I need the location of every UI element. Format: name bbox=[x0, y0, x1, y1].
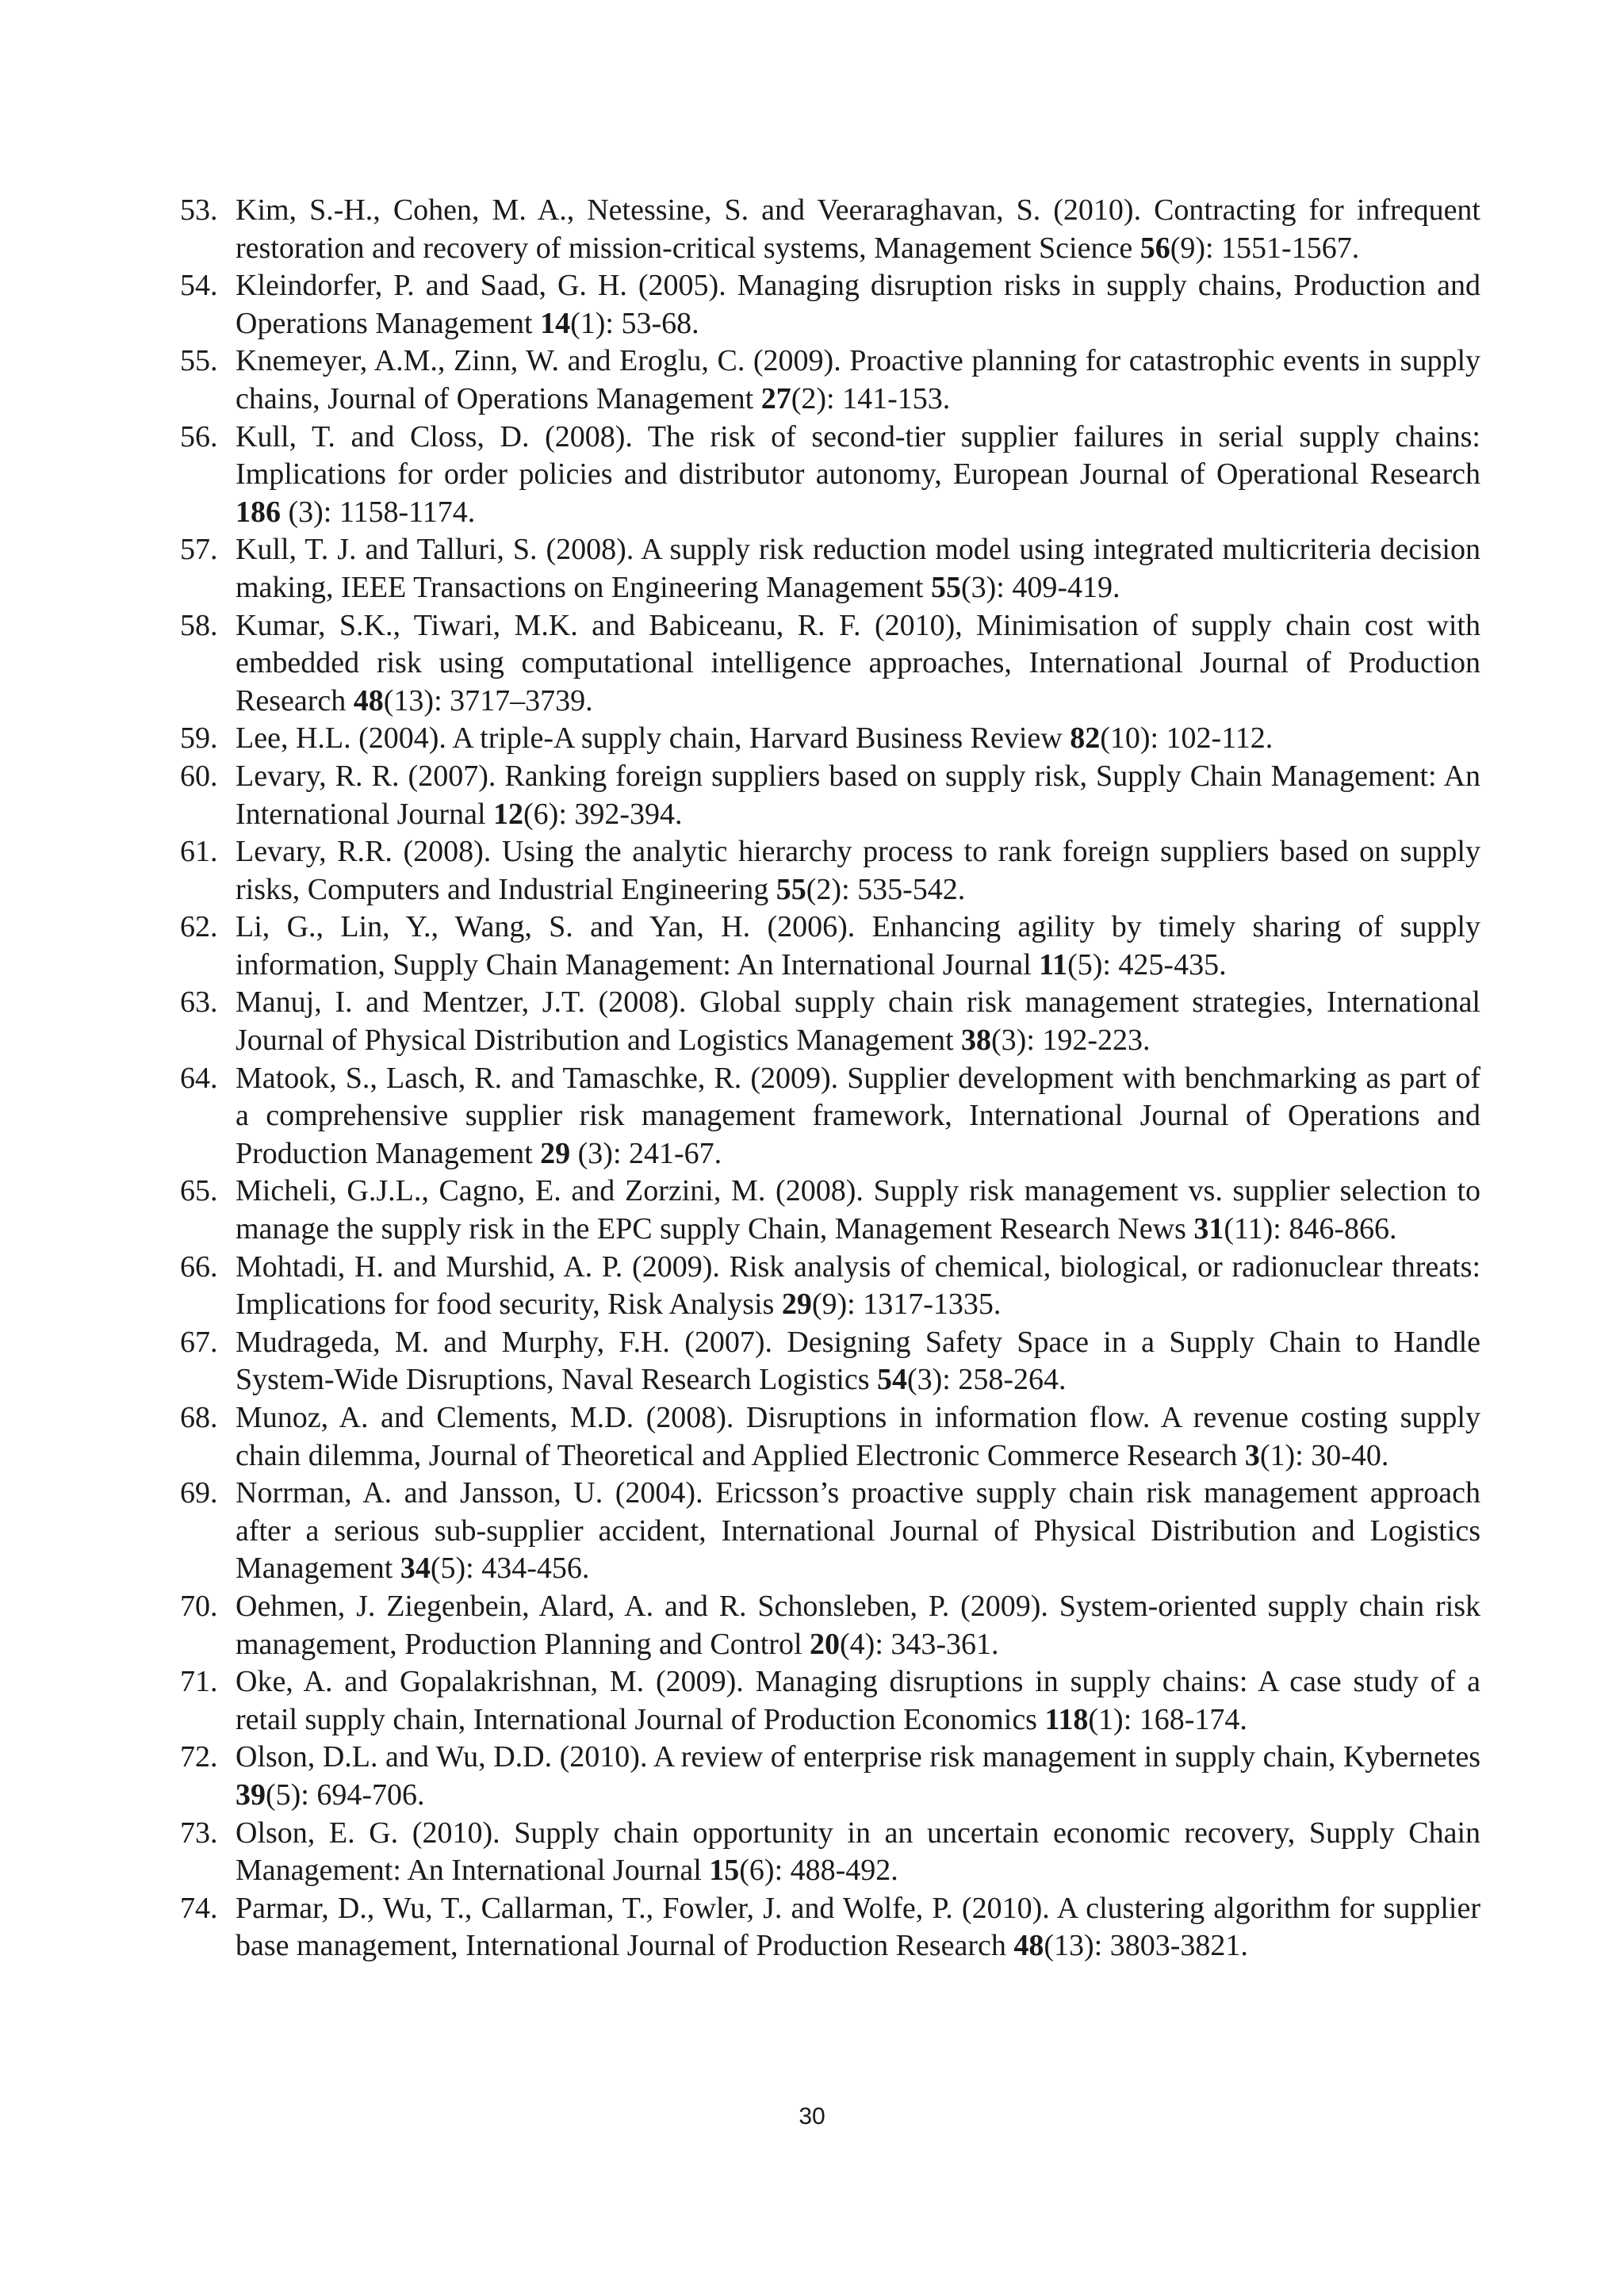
reference-pages: (3): 241-67. bbox=[570, 1136, 722, 1170]
reference-number: 63. bbox=[180, 985, 218, 1020]
reference-item bbox=[180, 607, 1480, 721]
reference-volume: 48 bbox=[1013, 1929, 1044, 1963]
reference-volume: 12 bbox=[493, 797, 524, 831]
reference-text bbox=[236, 1326, 1480, 1397]
reference-text bbox=[236, 609, 1480, 718]
reference-item bbox=[180, 419, 1480, 532]
reference-number: 54. bbox=[180, 269, 218, 303]
reference-number: 65. bbox=[180, 1174, 218, 1208]
reference-citation: Levary, R. R. (2007). Ranking foreign suppliers based on supply risk, Supply Chain Management: An International Journal bbox=[236, 759, 1480, 831]
reference-text bbox=[236, 1174, 1480, 1246]
reference-citation: Norrman, A. and Jansson, U. (2004). Ericsson’s proactive supply chain risk management approach after a serious sub-supplier accident, International Journal of Physical Distribution and Logistics Management bbox=[236, 1476, 1480, 1586]
reference-item bbox=[180, 1249, 1480, 1324]
reference-volume: 15 bbox=[709, 1854, 740, 1888]
reference-volume: 48 bbox=[353, 683, 384, 718]
reference-volume: 29 bbox=[540, 1136, 571, 1170]
reference-text bbox=[236, 835, 1480, 906]
reference-number: 68. bbox=[180, 1401, 218, 1434]
reference-volume: 82 bbox=[1070, 721, 1101, 756]
reference-number: 53. bbox=[180, 193, 218, 227]
reference-pages: (13): 3803-3821. bbox=[1044, 1929, 1248, 1963]
reference-number: 71. bbox=[180, 1665, 218, 1699]
reference-volume: 54 bbox=[876, 1363, 907, 1397]
reference-number: 61. bbox=[180, 835, 218, 869]
reference-text bbox=[236, 344, 1480, 415]
reference-pages: (4): 343-361. bbox=[840, 1627, 999, 1661]
reference-text bbox=[236, 985, 1480, 1057]
reference-pages: (2): 535-542. bbox=[806, 872, 966, 906]
reference-number: 62. bbox=[180, 910, 218, 944]
reference-number: 70. bbox=[180, 1589, 218, 1623]
reference-volume: 31 bbox=[1193, 1212, 1224, 1246]
reference-pages: (5): 425-435. bbox=[1067, 947, 1227, 982]
reference-list bbox=[180, 192, 1480, 1965]
reference-item bbox=[180, 909, 1480, 984]
reference-citation: Knemeyer, A.M., Zinn, W. and Eroglu, C. (2009). Proactive planning for catastrophic events in supply chains, Journal of Operations Management bbox=[236, 344, 1480, 415]
reference-citation: Kumar, S.K., Tiwari, M.K. and Babiceanu, R. F. (2010), Minimisation of supply chain cost with embedded risk using computational intelligence approaches, International Journal of Production Research bbox=[236, 608, 1480, 718]
reference-item bbox=[180, 758, 1480, 833]
reference-text bbox=[236, 1892, 1480, 1963]
reference-item bbox=[180, 192, 1480, 267]
reference-citation: Oehmen, J. Ziegenbein, Alard, A. and R. Schonsleben, P. (2009). System-oriented supply chain risk management, Production Planning and Control bbox=[236, 1589, 1480, 1661]
reference-text bbox=[236, 269, 1480, 340]
reference-item bbox=[180, 1815, 1480, 1890]
reference-pages: (13): 3717–3739. bbox=[383, 683, 593, 718]
reference-text bbox=[236, 721, 1273, 755]
reference-pages: (5): 694-706. bbox=[266, 1777, 425, 1812]
reference-volume: 56 bbox=[1139, 231, 1170, 265]
reference-citation: Mudrageda, M. and Murphy, F.H. (2007). Designing Safety Space in a Supply Chain to Handle System-Wide Disruptions, Naval Research Logistics bbox=[236, 1325, 1480, 1397]
reference-text bbox=[236, 1250, 1480, 1322]
reference-pages: (6): 488-492. bbox=[739, 1854, 898, 1888]
reference-pages: (9): 1551-1567. bbox=[1170, 231, 1360, 265]
reference-text bbox=[236, 193, 1480, 265]
reference-pages: (3): 1158-1174. bbox=[281, 495, 476, 529]
reference-item bbox=[180, 1399, 1480, 1475]
reference-text bbox=[236, 1401, 1480, 1472]
reference-item bbox=[180, 984, 1480, 1059]
reference-volume: 3 bbox=[1244, 1438, 1260, 1472]
reference-citation: Olson, E. G. (2010). Supply chain opportunity in an uncertain economic recovery, Supply Chain Management: An International Journal bbox=[236, 1816, 1480, 1888]
reference-item bbox=[180, 1060, 1480, 1173]
reference-volume: 186 bbox=[236, 495, 281, 529]
reference-pages: (2): 141-153. bbox=[791, 381, 951, 415]
reference-number: 74. bbox=[180, 1891, 218, 1925]
reference-pages: (1): 53-68. bbox=[570, 306, 699, 340]
reference-citation: Lee, H.L. (2004). A triple-A supply chain, Harvard Business Review bbox=[236, 721, 1071, 756]
reference-text bbox=[236, 1590, 1480, 1661]
reference-citation: Kull, T. J. and Talluri, S. (2008). A supply risk reduction model using integrated multicriteria decision making, IEEE Transactions on Engineering Management bbox=[236, 533, 1480, 604]
reference-volume: 34 bbox=[400, 1552, 431, 1586]
reference-item bbox=[180, 720, 1480, 758]
reference-item bbox=[180, 1588, 1480, 1663]
reference-text bbox=[236, 1740, 1480, 1812]
reference-pages: (6): 392-394. bbox=[523, 797, 683, 831]
reference-item bbox=[180, 833, 1480, 909]
reference-volume: 55 bbox=[776, 872, 806, 906]
reference-pages: (3): 258-264. bbox=[906, 1363, 1067, 1397]
page-number: 30 bbox=[799, 2103, 825, 2130]
reference-number: 58. bbox=[180, 608, 218, 642]
reference-number: 60. bbox=[180, 759, 218, 793]
reference-pages: (11): 846-866. bbox=[1224, 1212, 1397, 1246]
reference-number: 64. bbox=[180, 1061, 218, 1095]
reference-volume: 118 bbox=[1044, 1702, 1089, 1736]
reference-volume: 14 bbox=[540, 306, 571, 340]
reference-item bbox=[180, 1324, 1480, 1399]
reference-text bbox=[236, 1062, 1480, 1170]
reference-text bbox=[236, 1665, 1480, 1736]
reference-text bbox=[236, 420, 1480, 529]
reference-citation: Oke, A. and Gopalakrishnan, M. (2009). Managing disruptions in supply chains: A case study of a retail supply chain, International Journal of Production Economics bbox=[236, 1665, 1480, 1736]
reference-item bbox=[180, 1663, 1480, 1739]
reference-pages: (5): 434-456. bbox=[430, 1552, 590, 1586]
reference-item bbox=[180, 1173, 1480, 1248]
reference-citation: Mohtadi, H. and Murshid, A. P. (2009). Risk analysis of chemical, biological, or radionuclear threats: Implications for food security, Risk Analysis bbox=[236, 1249, 1480, 1322]
reference-citation: Levary, R.R. (2008). Using the analytic hierarchy process to rank foreign suppliers based on supply risks, Computers and Industrial Engineering bbox=[236, 835, 1480, 906]
reference-citation: Munoz, A. and Clements, M.D. (2008). Disruptions in information flow. A revenue costing supply chain dilemma, Journal of Theoretical and Applied Electronic Commerce Research bbox=[236, 1401, 1480, 1472]
reference-pages: (3): 409-419. bbox=[961, 570, 1120, 604]
reference-volume: 39 bbox=[236, 1777, 266, 1812]
reference-pages: (1): 168-174. bbox=[1088, 1702, 1247, 1736]
reference-number: 73. bbox=[180, 1816, 218, 1850]
reference-citation: Matook, S., Lasch, R. and Tamaschke, R. (2009). Supplier development with benchmarking as part of a comprehensive supplier risk management framework, International Journal of Operations and Production Management bbox=[236, 1061, 1480, 1170]
reference-number: 56. bbox=[180, 419, 218, 453]
reference-text bbox=[236, 760, 1480, 831]
reference-volume: 55 bbox=[931, 570, 961, 604]
reference-item bbox=[180, 267, 1480, 342]
reference-citation: Kull, T. and Closs, D. (2008). The risk of second-tier supplier failures in serial supply chains: Implications for order policies and distributor autonomy, European Journal of Operational Research bbox=[236, 419, 1480, 492]
reference-volume: 27 bbox=[760, 381, 791, 415]
reference-number: 57. bbox=[180, 533, 218, 567]
reference-pages: (10): 102-112. bbox=[1100, 721, 1274, 756]
reference-citation: Parmar, D., Wu, T., Callarman, T., Fowler, J. and Wolfe, P. (2010). A clustering algorithm for supplier base management, International Journal of Production Research bbox=[236, 1891, 1480, 1963]
reference-citation: Kleindorfer, P. and Saad, G. H. (2005). Managing disruption risks in supply chains, Production and Operations Management bbox=[236, 269, 1480, 340]
reference-text bbox=[236, 533, 1480, 604]
reference-number: 67. bbox=[180, 1325, 218, 1359]
reference-text bbox=[236, 1476, 1480, 1585]
reference-number: 72. bbox=[180, 1740, 218, 1774]
reference-citation: Olson, D.L. and Wu, D.D. (2010). A review of enterprise risk management in supply chain, Kybernetes bbox=[236, 1740, 1480, 1774]
reference-item bbox=[180, 1739, 1480, 1814]
reference-volume: 29 bbox=[781, 1288, 812, 1322]
reference-volume: 38 bbox=[961, 1024, 992, 1058]
reference-citation: Kim, S.-H., Cohen, M. A., Netessine, S. and Veeraraghavan, S. (2010). Contracting for infrequent restoration and recovery of mission-critical systems, Management Science bbox=[236, 193, 1480, 265]
reference-number: 59. bbox=[180, 721, 218, 756]
reference-item bbox=[180, 1890, 1480, 1965]
reference-citation: Li, G., Lin, Y., Wang, S. and Yan, H. (2006). Enhancing agility by timely sharing of supply information, Supply Chain Management: An International Journal bbox=[236, 910, 1480, 982]
reference-item bbox=[180, 1475, 1480, 1588]
reference-pages: (9): 1317-1335. bbox=[811, 1288, 1002, 1322]
reference-item bbox=[180, 531, 1480, 607]
reference-volume: 11 bbox=[1039, 947, 1068, 982]
reference-number: 69. bbox=[180, 1476, 218, 1510]
reference-pages: (1): 30-40. bbox=[1259, 1438, 1389, 1472]
reference-item bbox=[180, 342, 1480, 418]
reference-citation: Micheli, G.J.L., Cagno, E. and Zorzini, M. (2008). Supply risk management vs. supplier selection to manage the supply risk in the EPC supply Chain, Management Research News bbox=[236, 1174, 1480, 1246]
reference-pages: (3): 192-223. bbox=[991, 1024, 1151, 1058]
reference-number: 66. bbox=[180, 1249, 218, 1284]
reference-citation: Manuj, I. and Mentzer, J.T. (2008). Global supply chain risk management strategies, International Journal of Physical Distribution and Logistics Management bbox=[236, 985, 1480, 1058]
reference-number: 55. bbox=[180, 344, 218, 378]
reference-text bbox=[236, 1816, 1480, 1888]
reference-volume: 20 bbox=[810, 1627, 841, 1661]
reference-text bbox=[236, 910, 1480, 982]
